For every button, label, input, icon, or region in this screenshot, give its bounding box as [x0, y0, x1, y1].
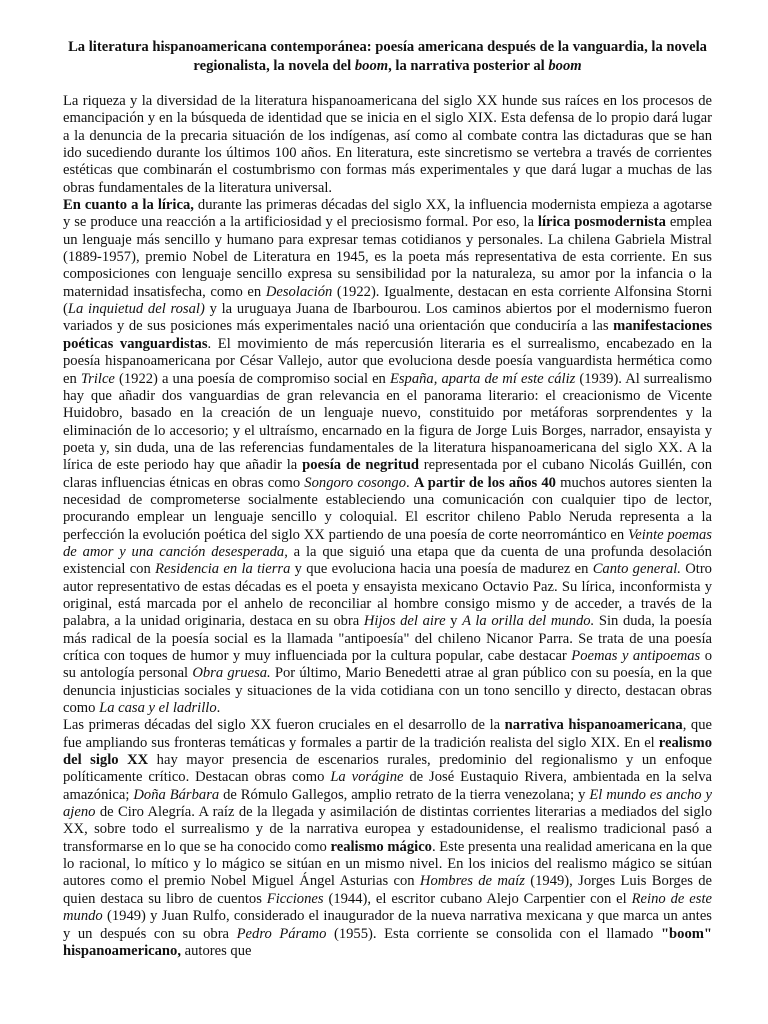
- italic-title: El mundo es ancho y ajeno: [63, 786, 713, 821]
- italic-title: La vorágine: [330, 769, 404, 786]
- paragraph-text: muchos autores sienten la necesidad de comprometerse socialmente estableciendo una comunicación con cualquier tipo de lector, procurando emplear un lenguaje sencillo y coloquial. El escritor chileno Pablo Neruda representa a la perfección la evolución poética del siglo XX partiendo de una poesía de corte neorromántico en: [63, 474, 712, 543]
- italic-title: Hombres de maíz: [419, 873, 525, 890]
- italic-title: Residencia en la tierra: [155, 561, 291, 578]
- paragraph-text: Otro autor representativo de estas décadas es el poeta y ensayista mexicano Octavio Paz. Su lírica, inconformista y original, está marcada por el anhelo de reconciliar al hombre consigo mismo y de acceder, a través de la palabra, a la unidad originaria, destaca en su obra: [63, 561, 712, 630]
- bold-text: En cuanto a la lírica,: [63, 197, 194, 214]
- paragraph-text: de Ciro Alegría. A raíz de la llegada y asimilación de distintas corrientes literarias a mediados del siglo XX, sobre todo el surrealismo y de la narrativa europea y estadounidense, el realismo tradicional pasó a transformarse en lo que se ha conocido como: [63, 804, 712, 855]
- paragraph-text: y la uruguaya Juana de Ibarbourou. Los caminos abiertos por el modernismo fueron variados y de sus posiciones más experimentales nació una orientación que conduciría a las: [63, 301, 712, 335]
- italic-title: Hijos del aire: [363, 613, 446, 630]
- paragraph-text: (1939). Al surrealismo hay que añadir dos vanguardias de gran relevancia en el panorama literario: el creacionismo de Vicente Huidobro, basado en la creación de un lenguaje nuevo, constituido por metáforas sorprendentes y la eliminación de lo accesorio; y el ultraísmo, encarnado en la figura de Jorge Luis Borges, narrador, ensayista y poeta y, sin duda, una de las referencias fundamentales de la literatura hispanoamericana del siglo XX. A la lírica de este periodo hay que añadir la: [63, 370, 712, 474]
- paragraph-text: Sin duda, la poesía más radical de la poesía social es la llamada "antipoesía" del chileno Nicanor Parra. Se trata de una poesía crítica con toques de humor y muy influenciada por la cultura popular, cabe destacar: [63, 613, 713, 664]
- title-text-1: La literatura hispanoamericana contemporánea: poesía americana después de la vanguardia, la novela regionalista, la novela del: [68, 39, 707, 74]
- title-text-2: , la narrativa posterior al: [388, 58, 549, 74]
- paragraph-text: .: [406, 474, 414, 491]
- bold-text: A partir de los años 40: [413, 474, 556, 491]
- paragraph-text: Por último, Mario Benedetti atrae al gran público con su poesía, en la que denuncia injusticias sociales y situaciones de la vida cotidiana con un tono sencillo y directo, destacan obras como: [63, 665, 712, 717]
- paragraph-text: La riqueza y la diversidad de la literatura hispanoamericana del siglo XX hunde sus raíces en los procesos de emancipación y en la búsqueda de identidad que se inicia en el siglo XIX. Esta defensa de lo propio dará lugar a la denuncia de la precaria situación de los indígenas, así como al combate contra las dictaduras que se han ido sucediendo durante los últimos 100 años. En literatura, este sincretismo se vertebra a través de corrientes estéticas que combinarán el costumbrismo con formas más experimentales y que dará lugar a muchas de las obras fundamentales de la literatura universal.: [63, 93, 712, 196]
- italic-title: Obra gruesa.: [192, 665, 271, 682]
- bold-text: realismo mágico: [330, 838, 432, 855]
- italic-title: La casa y el ladrillo: [99, 700, 217, 717]
- italic-title: Pedro Páramo: [236, 925, 327, 942]
- paragraph-text: de Rómulo Gallegos, amplio retrato de la tierra venezolana; y: [219, 786, 590, 803]
- paragraph-narrativa: [63, 717, 712, 960]
- title-italic-boom-2: boom: [548, 58, 582, 74]
- italic-title: La inquietud del rosal): [67, 301, 205, 318]
- italic-title: Trilce: [80, 370, 115, 387]
- paragraph-text: (1955). Esta corriente se consolida con el llamado: [326, 925, 661, 942]
- title-italic-boom-1: boom: [354, 58, 389, 74]
- italic-title: Reino de este mundo: [63, 890, 712, 925]
- paragraph-text: durante las primeras décadas del siglo XX, la influencia modernista empieza a agotarse y se produce una reacción a la artificiosidad y el preciosismo formal. Por eso, la: [63, 197, 712, 231]
- paragraph-text: (1922). Igualmente, destacan en esta corriente Alfonsina Storni (: [63, 283, 712, 318]
- italic-title: Veinte poemas de amor y una canción desesperada: [63, 526, 712, 560]
- paragraph-text: o su antología personal: [63, 648, 712, 682]
- bold-text: "boom" hispanoamericano,: [63, 925, 713, 959]
- paragraph-text: (1949) y Juan Rulfo, considerado el inaugurador de la nueva narrativa mexicana y que marca un antes y un después con su obra: [63, 908, 712, 942]
- italic-title: Canto general.: [592, 561, 681, 578]
- italic-title: Poemas y antipoemas: [571, 648, 701, 664]
- paragraph-text: representada por el cubano Nicolás Guillén, con claras influencias étnicas en obras como: [63, 457, 712, 491]
- paragraph-text: Las primeras décadas del siglo XX fueron cruciales en el desarrollo de la: [63, 717, 505, 734]
- bold-text: lírica posmodernista: [537, 214, 666, 231]
- bold-text: realismo del siglo XX: [63, 734, 712, 769]
- bold-text: narrativa hispanoamericana: [504, 717, 683, 734]
- italic-title: Doña Bárbara: [133, 786, 220, 803]
- italic-title: Songoro cosongo: [304, 474, 407, 491]
- italic-title: A la orilla del mundo.: [462, 613, 595, 630]
- paragraph-text: , a la que siguió una etapa que da cuenta de una profunda desolación existencial con: [63, 543, 712, 578]
- paragraph-text: (1944), el escritor cubano Alejo Carpentier con el: [323, 890, 632, 907]
- paragraph-lirica: [63, 197, 712, 717]
- italic-title: España, aparta de mí este cáliz: [389, 370, 576, 387]
- paragraph-text: y que evoluciona hacia una poesía de madurez en: [290, 561, 593, 578]
- paragraph-text: (1949), Jorges Luis Borges de quien destaca su libro de cuentos: [63, 873, 712, 907]
- paragraph-text: autores que: [180, 942, 252, 959]
- paragraph-text: de José Eustaquio Rivera, ambientada en la selva amazónica;: [63, 769, 712, 803]
- italic-title: Desolación: [265, 283, 333, 300]
- paragraph-intro: [63, 93, 712, 197]
- paragraph-text: emplea un lenguaje más sencillo y humano para expresar temas cotidianos y personales. La chilena Gabriela Mistral (1889-1957), premio Nobel de Literatura en 1945, es la poeta más representativa de esta corriente. En sus composiciones con lenguaje sencillo expresa su sensibilidad por la naturaleza, su amor por la infancia o la maternidad insatisfecha, como en: [63, 214, 712, 300]
- paragraph-text: .: [216, 700, 221, 717]
- paragraph-text: . Este presenta una realidad americana en la que lo racional, lo mítico y lo mágico se sitúan en un mismo nivel. En los inicios del realismo mágico se sitúan autores como el premio Nobel Miguel Ángel Asturias con: [63, 838, 712, 890]
- paragraph-text: hay mayor presencia de escenarios rurales, predominio del regionalismo y un enfoque políticamente crítico. Destacan obras como: [63, 752, 712, 786]
- bold-text: poesía de negritud: [302, 457, 419, 474]
- bold-text: manifestaciones poéticas vanguardistas: [63, 318, 712, 352]
- italic-title: Ficciones: [266, 890, 324, 907]
- paragraph-text: y: [445, 613, 463, 630]
- paragraph-text: , que fue ampliando sus fronteras temáticas y formales a partir de la tradición realista del siglo XIX. En el: [63, 717, 712, 751]
- document-title: [63, 38, 712, 76]
- paragraph-text: (1922) a una poesía de compromiso social en: [114, 370, 390, 387]
- paragraph-text: . El movimiento de más repercusión literaria es el surrealismo, encabezado en la poesía hispanoamericana por César Vallejo, autor que evoluciona desde poesía vanguardista hermética como en: [63, 335, 712, 387]
